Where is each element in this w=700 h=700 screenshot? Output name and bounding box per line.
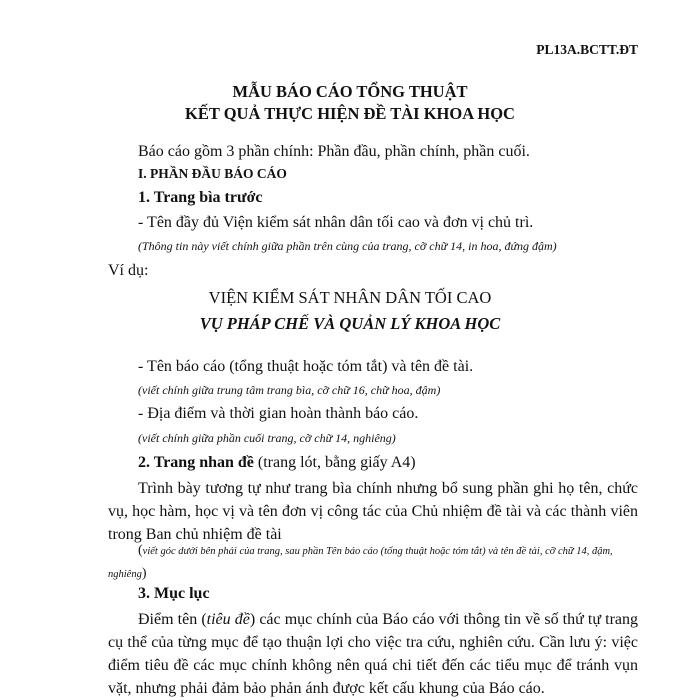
document-title-line2: KẾT QUẢ THỰC HIỆN ĐỀ TÀI KHOA HỌC	[185, 104, 515, 123]
cover-item-place-time: - Địa điểm và thời gian hoàn thành báo cáo.	[138, 405, 419, 422]
toc-paragraph	[108, 608, 638, 700]
title-page-heading-suffix: (trang lót, bằng giấy A4)	[253, 454, 416, 471]
example-org-name: VIỆN KIỂM SÁT NHÂN DÂN TỐI CAO	[208, 288, 492, 307]
cover-note-title: (viết chính giữa trung tâm trang bìa, cỡ chữ 16, chữ hoa, đậm)	[138, 383, 441, 397]
title-page-paragraph-text: Trình bày tương tự như trang bìa chính nhưng bổ sung phần ghi họ tên, chức vụ, học hàm, học vị và tên đơn vị công tác của Chủ nhiệm đề tài và các thành viên trong Ban chủ nhiệm đề tài	[108, 480, 638, 543]
toc-paragraph-text-b: ) các mục chính của Báo cáo với thông tin về số thứ tự trang cụ thể của từng mục để tạo thuận lợi cho việc tra cứu, nghiên cứu. Cần lưu ý: việc điểm tiêu đề các mục chính không nên quá chi tiết đến các tiểu mục để tránh vụn vặt, nhưng phải đảm bảo phản ánh được kết cấu khung của Báo cáo.	[108, 611, 639, 697]
title-page-note-open: (	[138, 543, 143, 558]
cover-note-place-time: (viết chính giữa phần cuối trang, cỡ chữ 14, nghiêng)	[138, 431, 396, 445]
title-page-paragraph	[108, 477, 638, 546]
document-code: PL13A.BCTT.ĐT	[536, 42, 638, 57]
subsection-heading-toc: 3. Mục lục	[138, 585, 210, 602]
example-label: Ví dụ:	[108, 262, 149, 279]
subsection-heading-cover: 1. Trang bìa trước	[138, 189, 263, 206]
title-page-heading: 2. Trang nhan đề	[138, 454, 254, 471]
title-page-note-close: )	[141, 566, 147, 581]
cover-item-title: - Tên báo cáo (tổng thuật hoặc tóm tắt) và tên đề tài.	[138, 358, 474, 375]
title-page-note	[108, 540, 638, 586]
document-title-line1: MẪU BÁO CÁO TỔNG THUẬT	[232, 82, 468, 101]
cover-item-org: - Tên đầy đủ Viện kiểm sát nhân dân tối cao và đơn vị chủ trì.	[138, 214, 534, 231]
subsection-heading-title-page	[138, 454, 416, 472]
toc-paragraph-text-a: Điểm tên (	[138, 611, 207, 628]
example-dept-name: VỤ PHÁP CHẾ VÀ QUẢN LÝ KHOA HỌC	[199, 314, 501, 333]
intro-text: Báo cáo gồm 3 phần chính: Phần đầu, phần chính, phần cuối.	[138, 143, 530, 160]
cover-note-org: (Thông tin này viết chính giữa phần trên cùng của trang, cỡ chữ 14, in hoa, đứng đậm)	[138, 239, 557, 253]
title-page-note-text: viết góc dưới bên phải của trang, sau phần Tên báo cáo (tổng thuật hoặc tóm tắt) và tên đề tài, cỡ chữ 14, đậm, nghiêng	[108, 546, 613, 580]
section-heading: I. PHẦN ĐẦU BÁO CÁO	[138, 166, 287, 181]
toc-paragraph-emphasis: tiêu đề	[206, 611, 250, 628]
